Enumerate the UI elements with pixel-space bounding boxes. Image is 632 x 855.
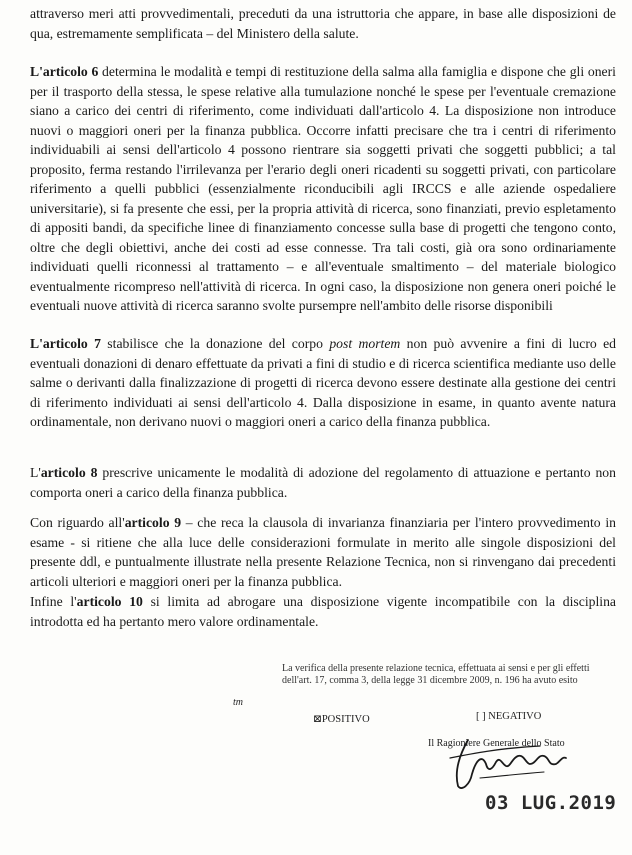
article-8-heading: articolo 8 — [40, 465, 98, 480]
article-6-text: determina le modalità e tempi di restituzione della salma alla famiglia e dispone che gli oneri per il trasporto della stessa, le spese relative alla tumulazione nonché le spese per l'eventuale cremazione siano a carico dei centri di riferimento, come individuati dall'articolo 4. La disposizione non introduce nuovi o maggiori oneri per la finanza pubblica. Occorre infatti precisare che tra i centri di riferimento individuabili ai sensi dell'articolo 4 possono rientrare sia soggetti privati che soggetti pubblici; a tal proposito, ferma restando l'irrilevanza per l'erario degli oneri ricadenti su soggetti privati, con particolare riferimento a quelli pubblici (essenzialmente riconducibili agli IRCCS e alle aziende ospedaliere universitarie), si fa presente che essi, per la propria attività di ricerca, sono finanziati, previo espletamento di appositi bandi, da specifiche linee di finanziamento concesse sulla base di progetti che tengono conto, oltre che degli obiettivi, anche dei costi ad esse connesse. Tra tali costi, già ora sono ordinariamente individuati quelli riconnessi al trattamento – e all'eventuale smaltimento – del materiale biologico eventualmente ricompreso nell'attività di ricerca. In ogni caso, la disposizione non genera oneri poiché le eventuali nuove attività di ricerca saranno svolte pursempre nell'ambito delle risorse disponibili — [30, 64, 616, 313]
article-9-text: – che reca la clausola di invarianza finanziaria per l'intero provvedimento in esame - si ritiene che alla luce delle considerazioni formulate in merito alle singole disposizioni del presente ddl, e puntualmente illustrate nella presente Relazione Tecnica, non si rinvengano dai precedenti articoli ulteriori e maggiori oneri per la finanza pubblica. — [30, 515, 616, 589]
article-9-heading: articolo 9 — [124, 515, 182, 530]
paragraph-article-9 — [30, 513, 616, 591]
article-8-prefix: L' — [30, 465, 41, 480]
verification-note: La verifica della presente relazione tecnica, effettuata ai sensi e per gli effetti dell'art. 17, comma 3, della legge 31 dicembre 2009, n. 196 ha avuto esito — [282, 663, 590, 686]
article-7-heading: L'articolo 7 — [30, 336, 101, 351]
post-mortem-term: post mortem — [329, 336, 401, 351]
paragraph-article-7 — [30, 334, 616, 432]
article-9-prefix: Con riguardo all' — [30, 515, 125, 530]
positive-label: POSITIVO — [321, 714, 370, 725]
empty-box-icon: [ ] — [476, 711, 486, 722]
handwritten-initials: tm — [233, 697, 243, 708]
signature-icon — [440, 734, 570, 794]
article-10-prefix: Infine l' — [30, 594, 77, 609]
paragraph-intro — [30, 4, 616, 43]
article-7-text-end: non può avvenire a fini di lucro ed eventuali donazioni di denaro effettuate da privati a fini di studio e di ricerca scientifica mediante uso delle salme o derivanti dalla finalizzazione di progetti di ricerca devono essere destinate alla gestione dei centri di riferimento individuati ai sensi dell'articolo 4. Dalla disposizione in esame, in quanto avente natura ordinamentale, non derivano nuovi o maggiori oneri a carico della finanza pubblica. — [30, 336, 616, 429]
paragraph-intro-text: attraverso meri atti provvedimentali, preceduti da una istruttoria che appare, in base alle disposizioni de qua, estremamente semplificata – del Ministero della salute. — [30, 6, 616, 41]
date-stamp: 03 LUG.2019 — [485, 792, 617, 814]
checked-box-icon: ⊠ — [313, 714, 322, 725]
positive-option — [313, 713, 370, 725]
paragraph-article-8 — [30, 463, 616, 502]
article-10-heading: articolo 10 — [76, 594, 143, 609]
paragraph-article-6 — [30, 62, 616, 316]
paragraph-article-10 — [30, 592, 616, 631]
negative-label: NEGATIVO — [488, 711, 542, 722]
article-7-text-start: stabilisce che la donazione del corpo — [100, 336, 330, 351]
article-6-heading: L'articolo 6 — [30, 64, 99, 79]
official-title: Il Ragioniere Generale dello Stato — [428, 738, 565, 749]
article-8-text: prescrive unicamente le modalità di adozione del regolamento di attuazione e pertanto non comporta oneri a carico della finanza pubblica. — [30, 465, 616, 500]
article-10-text: si limita ad abrogare una disposizione vigente incompatibile con la disciplina introdotta ed ha pertanto mero valore ordinamentale. — [30, 594, 616, 629]
negative-option — [476, 711, 541, 722]
